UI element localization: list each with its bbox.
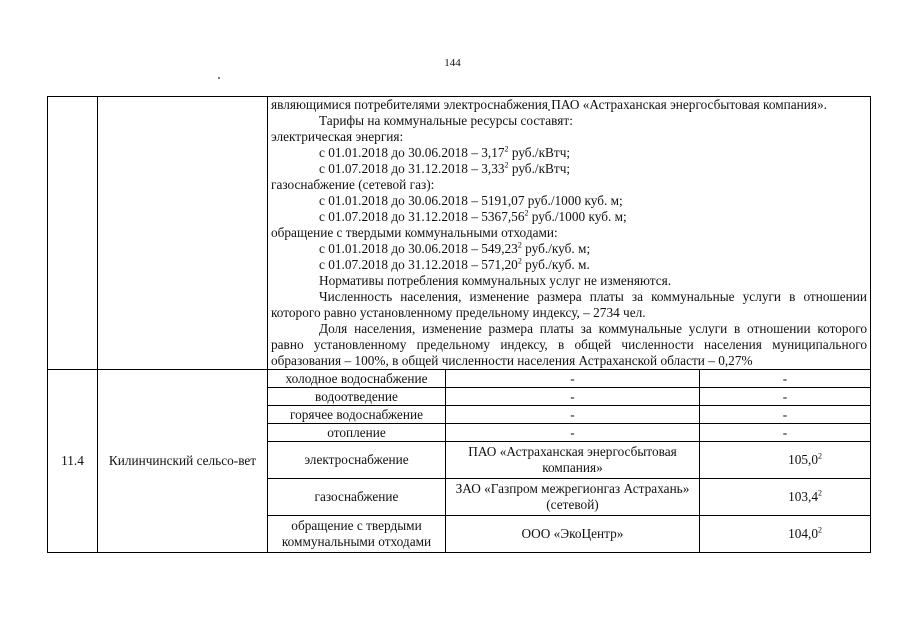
provider-organization: ПАО «Астраханская энергосбытовая компания»: [446, 442, 700, 479]
municipality-name: Килинчинский сельсо-вет: [98, 370, 268, 553]
provider-organization: -: [446, 424, 700, 442]
provider-organization: -: [446, 388, 700, 406]
continued-row: [48, 97, 871, 370]
provider-organization: ЗАО «Газпром межрегионгаз Астрахань» (сетевой): [446, 479, 700, 516]
text-line: Доля населения, изменение размера платы за коммунальные услуги в отношении которого равно установленному предельному индексу, в общей численности населения муниципального образования – 100%, в общей численности населения Астраханской области – 0,27%: [271, 321, 867, 368]
text-line: с 01.01.2018 до 30.06.2018 – 549,23$^2$ руб./куб. м;: [319, 240, 591, 256]
text-line: с 01.07.2018 до 31.12.2018 – 5367,56$^2$ руб./1000 куб. м;: [319, 208, 627, 224]
text-line: Нормативы потребления коммунальных услуг не изменяются.: [319, 273, 672, 288]
text-line: с 01.01.2018 до 30.06.2018 – 3,17$^2$ руб./кВтч;: [319, 144, 571, 160]
continued-number-cell: [48, 97, 98, 370]
scan-speck: [218, 77, 220, 79]
index-value: -: [700, 388, 871, 406]
service-name: газоснабжение: [268, 479, 446, 516]
text-line: газоснабжение (сетевой газ):: [271, 177, 435, 192]
index-value: -: [700, 406, 871, 424]
text-line: электрическая энергия:: [271, 129, 404, 144]
provider-organization: -: [446, 406, 700, 424]
service-name: отопление: [268, 424, 446, 442]
service-name: холодное водоснабжение: [268, 370, 446, 388]
provider-organization: -: [446, 370, 700, 388]
section-body: [48, 370, 871, 553]
service-name: электроснабжение: [268, 442, 446, 479]
service-row: [48, 370, 871, 388]
service-name: обращение с твердыми коммунальными отходами: [268, 516, 446, 553]
text-line: с 01.07.2018 до 31.12.2018 – 3,33$^2$ руб./кВтч;: [319, 160, 571, 176]
text-line: Тарифы на коммунальные ресурсы составят:: [319, 113, 573, 128]
provider-organization: ООО «ЭкоЦентр»: [446, 516, 700, 553]
index-value: 105,0$^2$: [700, 442, 871, 479]
continued-text: [271, 97, 867, 369]
service-name: водоотведение: [268, 388, 446, 406]
continued-name-cell: [98, 97, 268, 370]
page-number: 144: [444, 57, 461, 69]
index-value: -: [700, 370, 871, 388]
text-line: Численность населения, изменение размера платы за коммунальные услуги в отношении которого равно установленному предельному индексу, – 2734 чел.: [271, 289, 867, 320]
text-line: являющимися потребителями электроснабжения ПАО «Астраханская энергосбытовая компания».: [271, 97, 827, 112]
index-value: -: [700, 424, 871, 442]
municipal-tariff-table: [47, 96, 871, 553]
section-number: 11.4: [48, 370, 98, 553]
text-line: с 01.07.2018 до 31.12.2018 – 571,20$^2$ руб./куб. м.: [319, 256, 590, 272]
text-line: с 01.01.2018 до 30.06.2018 – 5191,07 руб./1000 куб. м;: [319, 193, 623, 208]
text-line: обращение с твердыми коммунальными отходами:: [271, 225, 558, 240]
continued-text-cell: [268, 97, 871, 370]
index-value: 104,0$^2$: [700, 516, 871, 553]
service-name: горячее водоснабжение: [268, 406, 446, 424]
index-value: 103,4$^2$: [700, 479, 871, 516]
